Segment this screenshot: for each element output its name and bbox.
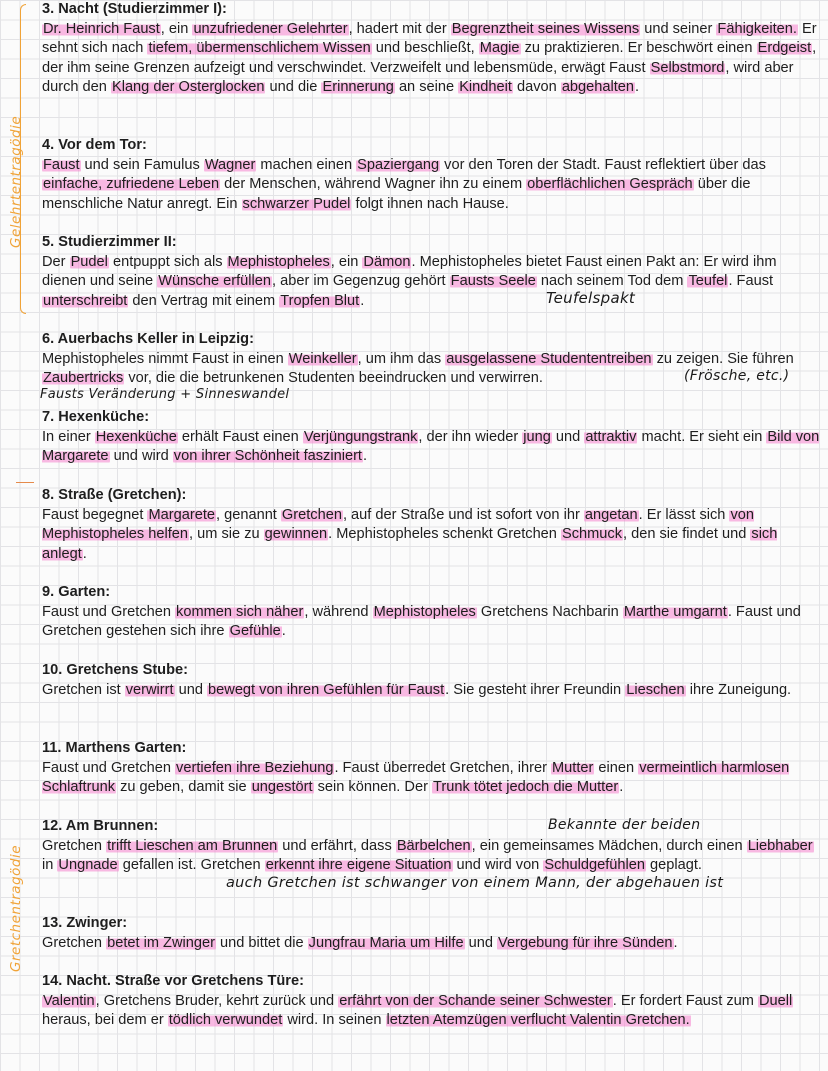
section-8	[42, 486, 822, 564]
highlighted-text: Valentin	[43, 992, 95, 1009]
body-text: , genannt	[216, 506, 281, 523]
body-text: und	[174, 681, 208, 698]
section-3	[42, 0, 822, 98]
section-11	[42, 739, 822, 798]
section-heading: 8. Straße (Gretchen):	[42, 487, 187, 503]
highlighted-text: Vergebung für ihre Sünden	[498, 934, 673, 951]
body-text: , wird aber durch den	[42, 59, 794, 95]
highlighted-text: Lieschen	[626, 681, 685, 698]
body-text: und	[464, 934, 498, 951]
body-text: , der ihn wieder	[418, 428, 523, 445]
body-text: Gretchen ist	[42, 681, 125, 698]
body-text: .	[673, 934, 678, 951]
body-text: den Vertrag mit einem	[128, 292, 280, 309]
body-text: folgt ihnen nach Hause.	[351, 195, 509, 212]
highlighted-text: trifft Lieschen am Brunnen	[107, 837, 278, 854]
highlighted-text: attraktiv	[585, 428, 637, 445]
highlighted-text: verwirrt	[125, 681, 174, 698]
highlighted-text: angetan	[584, 506, 638, 523]
body-text: entpuppt sich als	[108, 253, 227, 270]
highlighted-text: von ihrer Schönheit fasziniert	[173, 448, 362, 464]
body-text: vor, die die betrunkenen Studenten beeindrucken und verwirren.	[124, 370, 543, 386]
body-text: zu zeigen. Sie führen	[652, 350, 794, 367]
body-text: .	[619, 779, 624, 795]
body-text: gefallen ist. Gretchen	[118, 857, 265, 873]
note-bekannte: Bekannte der beiden	[548, 817, 701, 833]
highlighted-text: Weinkeller	[288, 350, 357, 367]
section-body	[42, 506, 822, 565]
highlighted-text: einfache, zufriedene Leben	[43, 176, 220, 192]
highlighted-text: Pudel	[70, 253, 108, 270]
body-text: und seiner	[640, 20, 717, 37]
highlighted-text: Schuldgefühlen	[544, 857, 645, 873]
section-10	[42, 661, 822, 700]
highlighted-text: erkennt ihre eigene Situation	[265, 857, 452, 873]
highlighted-text: unzufriedener Gelehrter	[193, 20, 348, 37]
highlighted-text: Trunk tötet jedoch die Mutter	[433, 779, 619, 795]
highlighted-text: Marthe umgarnt	[623, 603, 727, 620]
section-heading: 14. Nacht. Straße vor Gretchens Türe:	[42, 973, 304, 989]
body-text: nach seinem Tod dem	[536, 273, 688, 289]
body-text: , hadert mit der	[348, 20, 451, 37]
body-text: ihre Zuneigung.	[685, 681, 792, 698]
section-heading: 10. Gretchens Stube:	[42, 662, 188, 678]
body-text: In einer	[42, 428, 95, 445]
body-text: heraus, bei dem er	[42, 1012, 168, 1028]
section-divider-tick	[16, 482, 34, 483]
body-text: zu praktizieren. Er beschwört einen	[520, 40, 757, 56]
highlighted-text: Liebhaber	[747, 837, 813, 854]
body-text: . Faust überredet Gretchen, ihrer	[334, 759, 552, 776]
highlighted-text: sich anlegt	[42, 526, 778, 562]
highlighted-text: Dr. Heinrich Faust	[43, 20, 160, 37]
highlighted-text: Gefühle	[229, 623, 281, 639]
body-text: . Faust	[728, 273, 774, 289]
body-text: .	[635, 79, 640, 95]
section-body	[42, 253, 822, 312]
section-heading: 12. Am Brunnen:	[42, 818, 159, 834]
section-12	[42, 817, 822, 876]
body-text: und wird	[109, 448, 173, 464]
highlighted-text: Teufel	[688, 273, 728, 289]
highlighted-text: letzten Atemzügen verflucht Valentin Gretchen.	[386, 1012, 690, 1028]
highlighted-text: betet im Zwinger	[107, 934, 215, 951]
body-text: , ein gemeinsames Mädchen, durch einen	[471, 837, 747, 854]
section-body	[42, 759, 822, 798]
body-text: und erfährt, dass	[278, 837, 396, 854]
highlighted-text: Bärbelchen	[396, 837, 471, 854]
body-text: und bittet die	[215, 934, 308, 951]
highlighted-text: Tropfen Blut	[280, 292, 360, 309]
body-text: , der ihm seine Grenzen aufzeigt und verschwindet. Verzweifelt und lebensmüde, erwägt Faust	[42, 40, 817, 76]
body-text: und die	[265, 79, 322, 95]
section-body	[42, 681, 822, 701]
section-4	[42, 136, 822, 214]
highlighted-text: Mephistopheles	[373, 603, 476, 620]
highlighted-text: Jungfrau Maria um Hilfe	[308, 934, 464, 951]
body-text: wird. In seinen	[283, 1012, 386, 1028]
section-body	[42, 837, 822, 876]
body-text: davon	[512, 79, 561, 95]
section-body	[42, 992, 822, 1031]
highlighted-text: kommen sich näher	[176, 603, 304, 620]
body-text: .	[363, 448, 368, 464]
body-text: machen einen	[256, 156, 357, 173]
body-text: , während	[304, 603, 373, 620]
body-text: geplagt.	[645, 857, 702, 873]
section-heading: 13. Zwinger:	[42, 915, 128, 931]
body-text: . Mephistopheles bietet Faust einen Pakt an: Er wird ihm dienen und seine	[42, 253, 777, 289]
section-7	[42, 408, 822, 467]
body-text: einen	[594, 759, 639, 776]
body-text: über die menschliche Natur anregt. Ein	[42, 176, 751, 212]
highlighted-text: ausgelassene Studententreiben	[446, 350, 652, 367]
body-text: Faust und Gretchen	[42, 603, 176, 620]
highlighted-text: vertiefen ihre Beziehung	[176, 759, 334, 776]
highlighted-text: Fausts Seele	[450, 273, 536, 289]
highlighted-text: Dämon	[363, 253, 411, 270]
section-heading: 3. Nacht (Studierzimmer I):	[42, 1, 227, 17]
highlighted-text: vermeintlich harmlosen Schlaftrunk	[42, 759, 790, 795]
highlighted-text: Magie	[479, 40, 520, 56]
body-text: Faust und Gretchen	[42, 759, 176, 776]
body-text: sein können. Der	[313, 779, 432, 795]
section-heading: 7. Hexenküche:	[42, 409, 150, 425]
highlighted-text: Verjüngungstrank	[303, 428, 418, 445]
highlighted-text: bewegt von ihren Gefühlen für Faust	[208, 681, 445, 698]
highlighted-text: Fähigkeiten.	[717, 20, 797, 37]
highlighted-text: von Mephistopheles helfen	[42, 506, 754, 542]
highlighted-text: schwarzer Pudel	[242, 195, 351, 212]
body-text: an seine	[394, 79, 459, 95]
highlighted-text: erfährt von der Schande seiner Schwester	[339, 992, 612, 1009]
note-schwanger: auch Gretchen ist schwanger von einem Mann, der abgehauen ist	[226, 875, 724, 891]
body-text: Faust begegnet	[42, 506, 148, 523]
highlighted-text: abgehalten	[561, 79, 635, 95]
highlighted-text: Schmuck	[561, 526, 622, 542]
body-text: Mephistopheles nimmt Faust in einen	[42, 350, 288, 367]
highlighted-text: Wünsche erfüllen	[158, 273, 271, 289]
body-text: . Er fordert Faust zum	[612, 992, 758, 1009]
side-label-gretchentragoedie: Gretchentragödie	[8, 844, 24, 972]
body-text: . Er lässt sich	[638, 506, 730, 523]
highlighted-text: Kindheit	[459, 79, 512, 95]
body-text: Gretchen	[42, 837, 107, 854]
highlighted-text: Selbstmord	[650, 59, 725, 76]
highlighted-text: Gretchen	[281, 506, 342, 523]
section-14	[42, 972, 822, 1031]
highlighted-text: Begrenztheit seines Wissens	[451, 20, 640, 37]
highlighted-text: Mephistopheles	[227, 253, 330, 270]
section-body	[42, 428, 822, 467]
highlighted-text: Duell	[758, 992, 793, 1009]
section-body	[42, 603, 822, 642]
body-text: , aber im Gegenzug gehört	[272, 273, 450, 289]
highlighted-text: oberflächlichen Gespräch	[527, 176, 693, 192]
highlighted-text: Wagner	[204, 156, 256, 173]
body-text: , Gretchens Bruder, kehrt zurück und	[95, 992, 339, 1009]
highlighted-text: Mutter	[552, 759, 594, 776]
body-text: macht. Er sieht ein	[637, 428, 767, 445]
body-text: Gretchens Nachbarin	[476, 603, 623, 620]
body-text: , auf der Straße und ist sofort von ihr	[342, 506, 584, 523]
note-froesche: (Frösche, etc.)	[684, 368, 790, 384]
highlighted-text: Erdgeist	[757, 40, 812, 56]
body-text: , den sie findet und	[623, 526, 751, 542]
section-heading: 11. Marthens Garten:	[42, 740, 187, 756]
highlighted-text: Klang der Osterglocken	[111, 79, 265, 95]
highlighted-text: Hexenküche	[95, 428, 177, 445]
body-text: . Sie gesteht ihrer Freundin	[445, 681, 626, 698]
section-body	[42, 20, 822, 98]
note-teufelspakt: Teufelspakt	[546, 289, 636, 307]
body-text: .	[281, 623, 286, 639]
highlighted-text: Zaubertricks	[43, 370, 124, 386]
body-text: und wird von	[452, 857, 544, 873]
body-text: Gretchen	[42, 934, 107, 951]
side-label-gelehrtentragoedie: Gelehrtentragödie	[8, 115, 24, 248]
section-heading: 4. Vor dem Tor:	[42, 137, 147, 153]
highlighted-text: gewinnen	[264, 526, 328, 542]
section-13	[42, 914, 822, 953]
body-text: zu geben, damit sie	[116, 779, 251, 795]
highlighted-text: ungestört	[251, 779, 313, 795]
section-heading: 5. Studierzimmer II:	[42, 234, 177, 250]
highlighted-text: tiefem, übermenschlichem Wissen	[148, 40, 371, 56]
body-text: . Mephistopheles schenkt Gretchen	[328, 526, 561, 542]
body-text: . Faust und Gretchen gestehen sich ihre	[42, 603, 801, 639]
highlighted-text: Margarete	[148, 506, 215, 523]
section-heading: 9. Garten:	[42, 584, 111, 600]
body-text: und sein Famulus	[80, 156, 204, 173]
highlighted-text: Spaziergang	[357, 156, 440, 173]
body-text: Er sehnt sich nach	[42, 20, 817, 56]
highlighted-text: Ungnade	[58, 857, 118, 873]
section-heading: 6. Auerbachs Keller in Leipzig:	[42, 331, 254, 347]
highlighted-text: Erinnerung	[322, 79, 394, 95]
body-text: vor den Toren der Stadt. Faust reflektiert über das	[440, 156, 766, 173]
body-text: , um sie zu	[189, 526, 264, 542]
body-text: erhält Faust einen	[177, 428, 303, 445]
section-body	[42, 156, 822, 215]
highlighted-text: jung	[523, 428, 551, 445]
note-veraenderung: Fausts Veränderung + Sinneswandel	[40, 387, 290, 402]
body-text: , um ihm das	[357, 350, 446, 367]
body-text: Der	[42, 253, 70, 270]
body-text: , ein	[330, 253, 363, 270]
body-text: .	[82, 545, 87, 562]
body-text: , ein	[160, 20, 193, 37]
section-5	[42, 233, 822, 311]
body-text: in	[42, 857, 58, 873]
highlighted-text: Faust	[43, 156, 80, 173]
body-text: und beschließt,	[371, 40, 479, 56]
body-text: der Menschen, während Wagner ihn zu einem	[220, 176, 527, 192]
section-body	[42, 934, 822, 954]
highlighted-text: unterschreibt	[43, 292, 128, 309]
highlighted-text: tödlich verwundet	[168, 1012, 283, 1028]
highlighted-text: Bild von Margarete	[42, 428, 820, 464]
section-9	[42, 583, 822, 642]
body-text: .	[360, 292, 365, 309]
body-text: und	[551, 428, 585, 445]
